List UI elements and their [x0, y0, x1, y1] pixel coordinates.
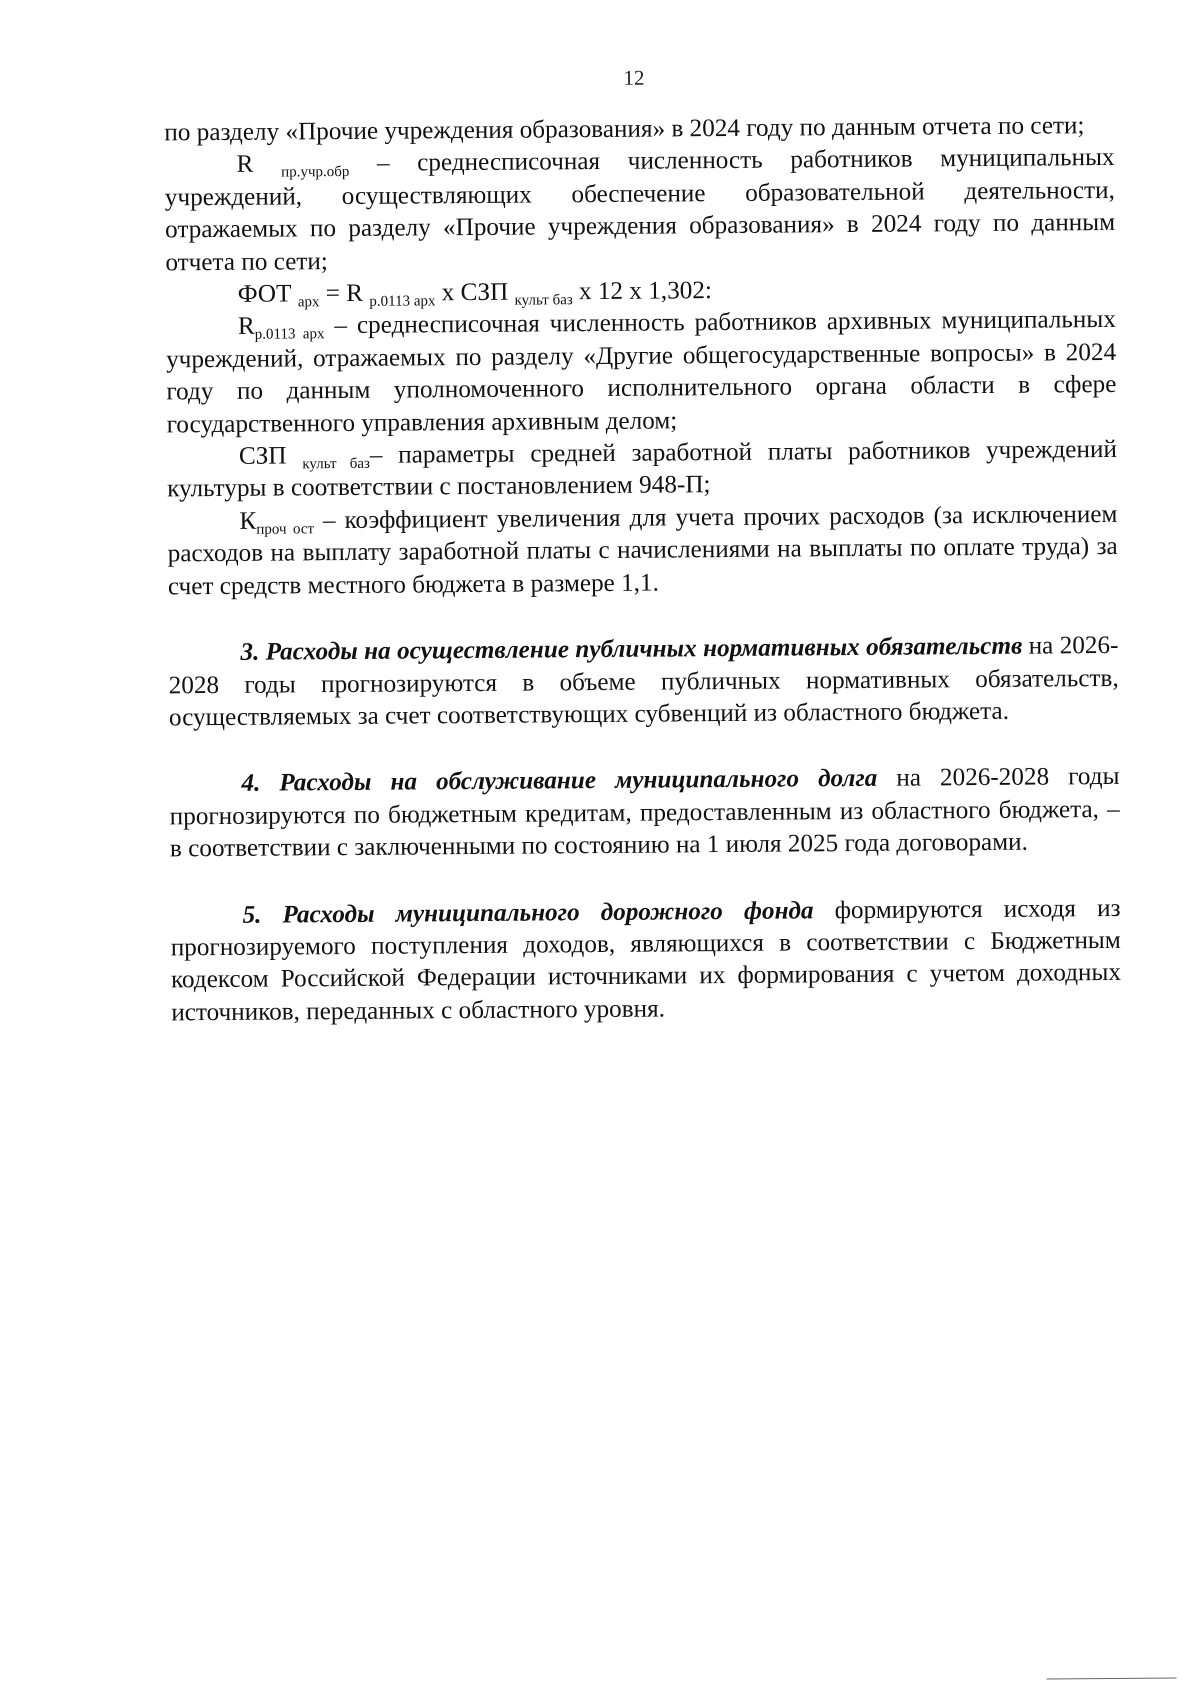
section-3-heading: 3. Расходы на осуществление публичных нормативных обязательств — [240, 632, 1023, 666]
paragraph-intro-text: по разделу «Прочие учреждения образования» в 2024 году по данным отчета по сети; — [164, 112, 1085, 147]
formula-fot: ФОТ — [237, 280, 292, 308]
formula-times-szp: х СЗП — [435, 278, 515, 307]
paragraph-szp-text: – параметры средней заработной платы работников учреждений культуры в соответствии с постановлением 948-П; — [167, 435, 1117, 503]
section-4-heading: 4. Расходы на обслуживание муниципального долга — [241, 765, 878, 798]
section-3-text: на 2026-2028 годы прогнозируются в объеме публичных нормативных обязательств, осуществляемых за счет соответствующих субвенций из областного бюджета. — [168, 632, 1119, 732]
formula-r-subscript: р.0113 арх — [369, 293, 436, 310]
paragraph-r-archive — [166, 304, 1117, 441]
section-5-heading: 5. Расходы муниципального дорожного фонда — [242, 896, 814, 929]
section-4-debt-service — [169, 761, 1120, 866]
symbol-r: R — [236, 151, 254, 179]
symbol-szp-subscript: культ баз — [302, 455, 370, 473]
formula-equals-r: = R — [319, 279, 370, 308]
symbol-k-subscript: проч ост — [256, 521, 315, 538]
symbol-r-subscript: пр.учр.обр — [281, 164, 350, 181]
section-5-road-fund — [170, 892, 1121, 1029]
symbol-r-archive: R — [237, 313, 255, 341]
symbol-szp: СЗП — [238, 442, 287, 470]
section-3-public-obligations — [168, 630, 1119, 735]
paragraph-k-text: – коэффициент увеличения для учета прочих расходов (за исключением расходов на выплату заработной платы с начислениями на выплаты по оплате труда) за счет средств местного бюджета в размере 1,1. — [167, 500, 1118, 601]
paragraph-szp — [167, 434, 1117, 506]
paragraph-r-other-education — [164, 142, 1115, 279]
formula-szp-subscript: культ баз — [514, 292, 573, 309]
section-5-text: формируются исходя из прогнозируемого поступления доходов, являющихся в соответствии с Бюджетным кодексом Российской Федерации источниками их формирования с учетом доходных источников, переданных с областного уровня. — [170, 894, 1122, 1027]
footer-rule — [1047, 1677, 1177, 1679]
formula-fot-subscript: арх — [297, 294, 320, 311]
paragraph-r-other-education-text: – среднесписочная численность работников муниципальных учреждений, осуществляющих обеспечение образовательной деятельности, отражаемых по разделу «Прочие учреждения образования» в 2024 году по данным отчета по сети; — [164, 144, 1116, 277]
paragraph-k-coefficient — [167, 499, 1118, 604]
section-4-text: на 2026-2028 годы прогнозируются по бюджетным кредитам, предоставленным из областного бюджета, – в соответствии с заключенными по состоянию на 1 июля 2025 года договорами. — [169, 763, 1120, 863]
symbol-r-archive-subscript: р.0113 арх — [254, 326, 325, 344]
paragraph-r-archive-text: – среднесписочная численность работников архивных муниципальных учреждений, отражаемых по разделу «Другие общегосударственные вопросы» в 2024 году по данным уполномоченного исполнительного органа области в сфере государственного управления архивным делом; — [166, 306, 1117, 439]
symbol-k: К — [239, 507, 257, 535]
document-body — [164, 110, 1121, 1030]
page-number: 12 — [623, 65, 645, 90]
formula-rest: х 12 х 1,302: — [572, 277, 713, 306]
